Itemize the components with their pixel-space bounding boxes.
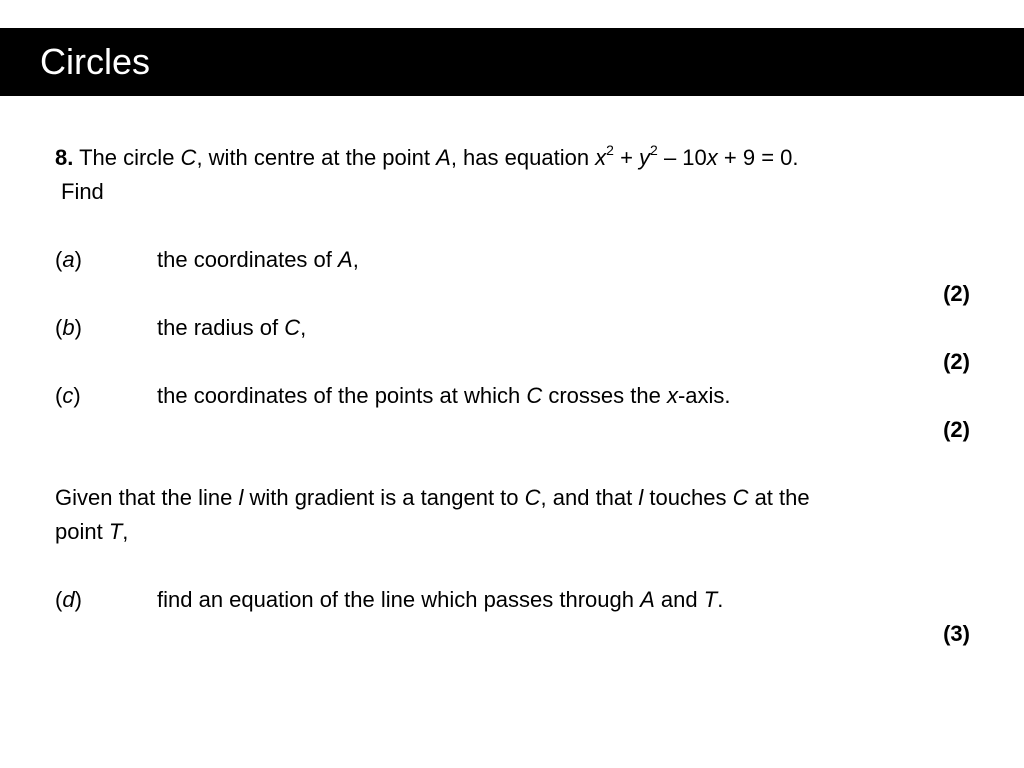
operator: +	[613, 145, 640, 170]
title-bar	[0, 28, 1024, 96]
part-label: (c)	[55, 383, 81, 408]
given-line-2: point T,	[55, 519, 129, 544]
part-c	[55, 379, 970, 413]
part-text: the coordinates of the points at which C crosses the x-axis.	[157, 383, 731, 408]
given-wrap-2: point	[55, 519, 109, 544]
question-number: 8.	[55, 145, 74, 170]
intro-text: The circle	[73, 145, 181, 170]
question-intro	[55, 141, 970, 175]
part-text: the coordinates of A,	[157, 247, 359, 272]
var-x: x	[706, 145, 718, 170]
part-text: the radius of C,	[157, 315, 307, 340]
var-C: C	[180, 145, 197, 170]
part-label: (b)	[55, 315, 82, 340]
part-a	[55, 243, 970, 277]
given-line-1: Given that the line l with gradient is a tangent to C, and that l touches C at the	[55, 485, 810, 510]
part-d	[55, 583, 970, 617]
var-x: x	[595, 145, 607, 170]
part-label: (d)	[55, 587, 82, 612]
given-wrap-1: at the	[748, 485, 810, 510]
part-b	[55, 311, 970, 345]
marks: (3)	[943, 621, 970, 646]
intro-text: , has equation	[450, 145, 596, 170]
part-text: find an equation of the line which passes through A and T.	[157, 587, 724, 612]
var-y: y	[639, 145, 651, 170]
operator: – 10	[657, 145, 707, 170]
find-text: Find	[61, 179, 104, 204]
marks: (2)	[943, 417, 970, 442]
exponent: 2	[606, 141, 614, 158]
part-label: (a)	[55, 247, 82, 272]
equation-tail: + 9 = 0.	[717, 145, 799, 170]
marks: (2)	[943, 281, 970, 306]
var-A: A	[436, 145, 451, 170]
slide-title: Circles	[40, 41, 151, 82]
exponent: 2	[650, 141, 658, 158]
intro-text: , with centre at the point	[196, 145, 437, 170]
question-content	[55, 141, 970, 651]
marks: (2)	[943, 349, 970, 374]
